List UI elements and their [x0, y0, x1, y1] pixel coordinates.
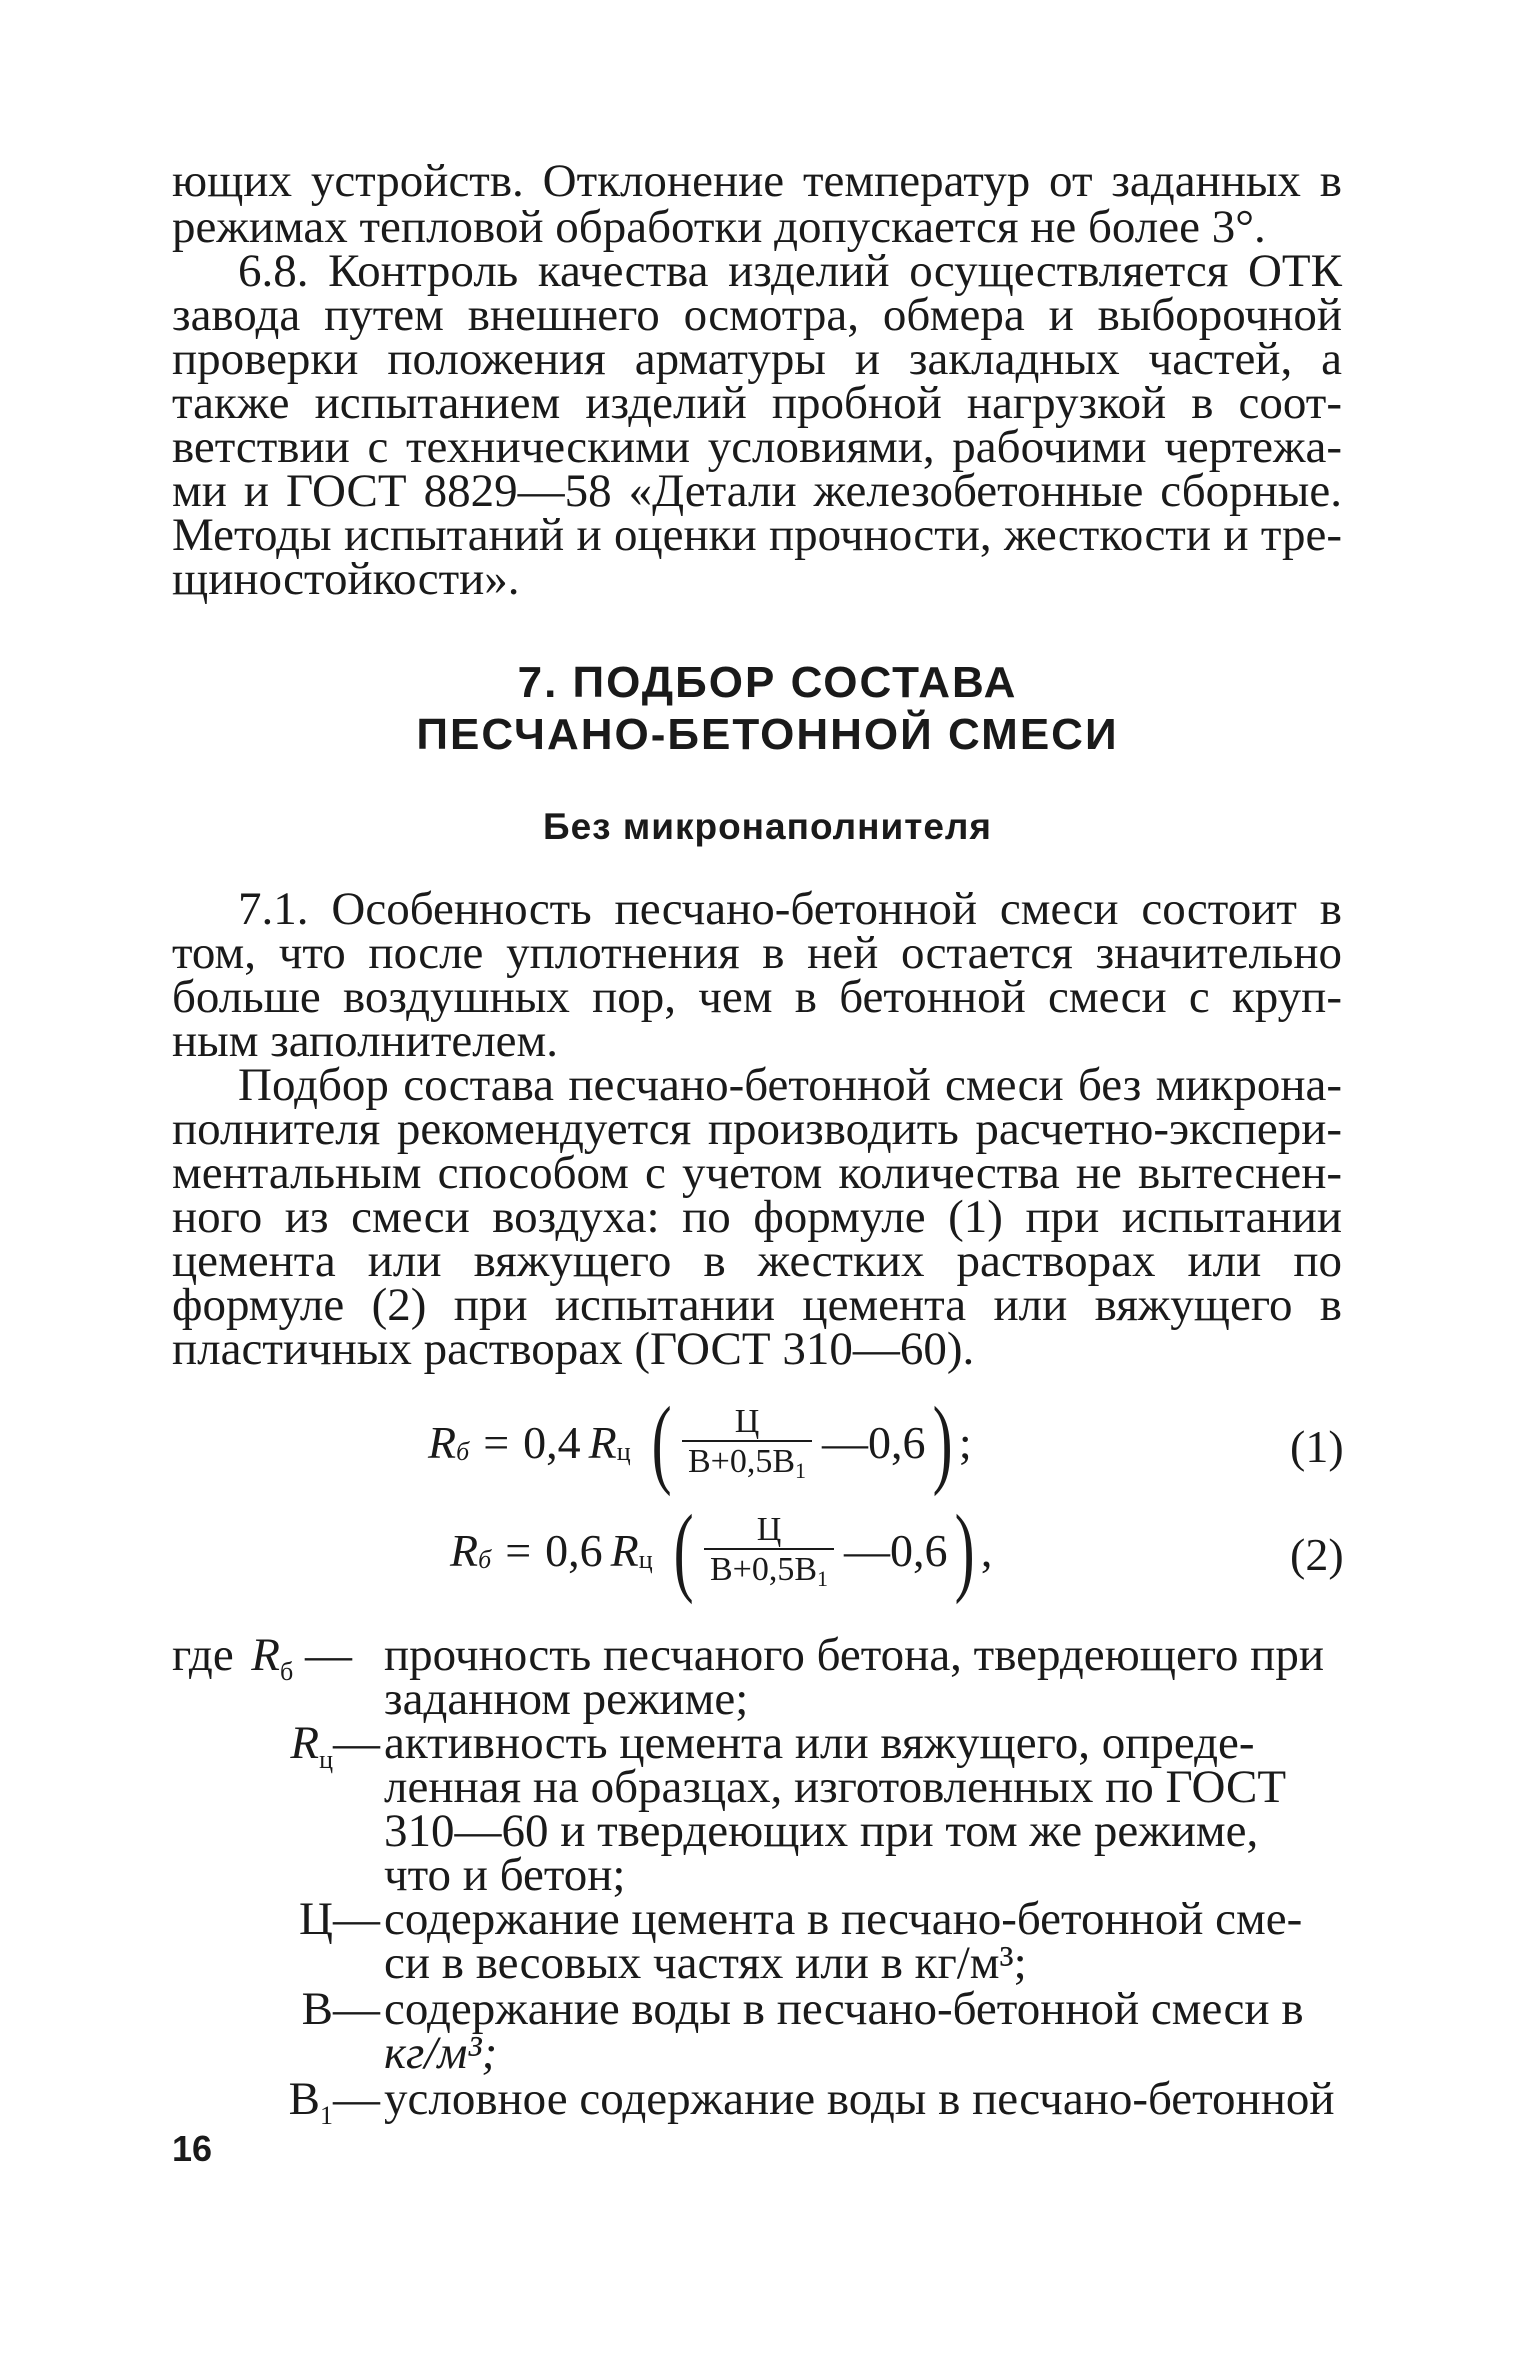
def-text: прочность песчаного бетона, твердеющего при	[384, 1629, 1324, 1681]
text-line: ментальным способом с учетом количества не вытеснен-	[172, 1147, 1342, 1199]
text-line: том, что после уплотнения в ней остается значительно	[172, 927, 1342, 979]
left-paren: (	[673, 1494, 694, 1605]
where-label: где	[172, 1629, 234, 1681]
def-text: содержание воды в песчано-бетонной смеси в	[384, 1983, 1304, 2035]
section-subtitle: Без микронаполнителя	[542, 806, 993, 847]
formula-1	[428, 1386, 972, 1497]
fraction-numerator: Ц	[734, 1403, 760, 1441]
fraction-numerator: Ц	[756, 1511, 782, 1549]
formula-equals: =	[505, 1524, 532, 1576]
formula-tail: ;	[958, 1416, 972, 1468]
text-line: полнителя рекомендуется производить расчетно-экспери-	[172, 1103, 1342, 1155]
section-title: ПЕСЧАНО-БЕТОННОЙ СМЕСИ	[416, 710, 1119, 759]
def-text: что и бетон;	[384, 1849, 626, 1901]
text-line: проверки положения арматуры и закладных частей, а	[172, 333, 1342, 385]
def-symbol: $R_б$ —	[251, 1629, 352, 1686]
formula-r-sub: ц	[638, 1545, 653, 1574]
text-line: Подбор состава песчано-бетонной смеси без микрона-	[238, 1059, 1342, 1111]
equation-number: (1)	[1290, 1421, 1344, 1472]
text-line: 7.1. Особенность песчано-бетонной смеси состоит в	[238, 883, 1342, 935]
text-line: ного из смеси воздуха: по формуле (1) при испытании	[172, 1191, 1342, 1243]
formula-r: R	[610, 1524, 639, 1576]
formula-r: R	[588, 1416, 617, 1468]
def-text: 310—60 и твердеющих при том же режиме,	[384, 1805, 1259, 1857]
formula-fraction	[682, 1403, 812, 1483]
def-symbol: В—	[301, 1983, 380, 2035]
formula-fraction	[704, 1511, 834, 1591]
fraction-denominator: В+0,5В1	[704, 1548, 834, 1588]
text-line: режимах тепловой обработки допускается не более 3°.	[172, 201, 1266, 253]
def-symbol: $R_ц—$	[290, 1717, 380, 1774]
text-line: 6.8. Контроль качества изделий осуществляется ОТК	[238, 245, 1342, 297]
text-line: также испытанием изделий пробной нагрузкой в соот-	[172, 377, 1342, 429]
text-line: пластичных растворах (ГОСТ 310—60).	[172, 1323, 975, 1375]
right-paren: )	[932, 1386, 953, 1497]
formula-lhs-sub: б	[478, 1545, 492, 1574]
formula-coef: 0,6	[545, 1524, 603, 1576]
def-text: кг/м³;	[384, 2027, 498, 2079]
formula-lhs: R	[428, 1416, 457, 1468]
text-line: щиностойкости».	[172, 553, 520, 605]
text-line: формуле (2) при испытании цемента или вяжущего в	[172, 1279, 1342, 1331]
def-text: условное содержание воды в песчано-бетонной	[384, 2073, 1335, 2125]
text-line: Методы испытаний и оценки прочности, жесткости и тре-	[172, 509, 1342, 561]
def-symbol: Ц—	[299, 1893, 380, 1945]
text-line: ющих устройств. Отклонение температур от заданных в	[172, 155, 1342, 207]
text-line: завода путем внешнего осмотра, обмера и выборочной	[172, 289, 1342, 341]
equation-number: (2)	[1290, 1529, 1344, 1580]
formula-2	[450, 1494, 993, 1605]
text-line: больше воздушных пор, чем в бетонной смеси с круп-	[172, 971, 1342, 1023]
text-line: ным заполнителем.	[172, 1015, 559, 1067]
formula-coef: 0,4	[523, 1416, 581, 1468]
section-title: 7. ПОДБОР СОСТАВА	[517, 658, 1018, 707]
def-text: си в весовых частях или в кг/м³;	[384, 1937, 1027, 1989]
left-paren: (	[651, 1386, 672, 1497]
def-symbol: $В_1—$	[288, 2073, 380, 2130]
formula-r-sub: ц	[616, 1437, 631, 1466]
text-line: цемента или вяжущего в жестких растворах или по	[172, 1235, 1342, 1287]
def-text: заданном режиме;	[384, 1673, 749, 1725]
formula-lhs-sub: б	[456, 1437, 470, 1466]
def-text: ленная на образцах, изготовленных по ГОСТ	[384, 1761, 1287, 1813]
def-text: активность цемента или вяжущего, опреде-	[384, 1717, 1255, 1769]
right-paren: )	[954, 1494, 975, 1605]
page-number: 16	[172, 2128, 213, 2169]
formula-tail: ,	[980, 1524, 993, 1576]
formula-minus: —0,6	[844, 1524, 948, 1576]
text-line: ветствии с техническими условиями, рабочими чертежа-	[172, 421, 1342, 473]
formula-minus: —0,6	[822, 1416, 926, 1468]
text-line: ми и ГОСТ 8829—58 «Детали железобетонные сборные.	[172, 465, 1342, 517]
formula-equals: =	[483, 1416, 510, 1468]
fraction-denominator: В+0,5В1	[682, 1440, 812, 1480]
formula-lhs: R	[450, 1524, 479, 1576]
def-text: содержание цемента в песчано-бетонной сме-	[384, 1893, 1303, 1945]
